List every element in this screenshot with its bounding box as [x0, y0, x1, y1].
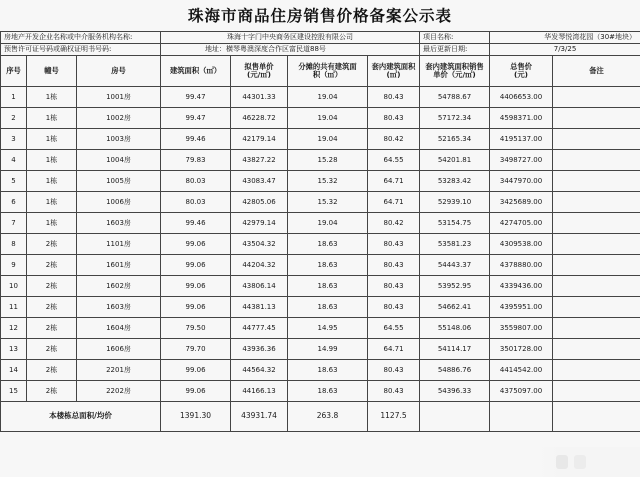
row-area: 79.83	[161, 150, 231, 171]
row-room: 1602房	[77, 276, 161, 297]
header-inner	[368, 56, 420, 87]
developer-value: 珠海十字门中央商务区建设控股有限公司	[161, 32, 420, 44]
header-unit-price	[231, 56, 288, 87]
row-seq: 3	[1, 129, 27, 150]
header-inner-line2: (㎡)	[386, 70, 401, 79]
row-unit-price: 44564.32	[231, 360, 288, 381]
row-unit-price: 44204.32	[231, 255, 288, 276]
row-inner-price: 53952.95	[420, 276, 490, 297]
row-remark	[553, 381, 640, 402]
table-row	[1, 360, 640, 381]
row-unit-price: 44777.45	[231, 318, 288, 339]
row-room: 1603房	[77, 213, 161, 234]
table-header	[1, 56, 640, 87]
table-row	[1, 255, 640, 276]
header-unit-price-line2: (元/㎡)	[247, 70, 271, 79]
row-seq: 7	[1, 213, 27, 234]
row-area: 99.46	[161, 129, 231, 150]
row-seq: 6	[1, 192, 27, 213]
header-unit-price-line1: 拟售单价	[244, 61, 274, 71]
row-room: 2202房	[77, 381, 161, 402]
row-building: 2栋	[27, 318, 77, 339]
row-building: 2栋	[27, 339, 77, 360]
row-seq: 8	[1, 234, 27, 255]
totals-shared: 263.8	[288, 402, 368, 432]
info-row-developer	[1, 32, 640, 44]
row-inner: 80.43	[368, 297, 420, 318]
row-inner-price: 54662.41	[420, 297, 490, 318]
row-shared: 19.04	[288, 129, 368, 150]
row-seq: 5	[1, 171, 27, 192]
table-row	[1, 318, 640, 339]
row-building: 2栋	[27, 360, 77, 381]
row-inner: 80.43	[368, 108, 420, 129]
row-unit-price: 43806.14	[231, 276, 288, 297]
row-remark	[553, 360, 640, 381]
row-unit-price: 43504.32	[231, 234, 288, 255]
row-unit-price: 46228.72	[231, 108, 288, 129]
row-room: 1601房	[77, 255, 161, 276]
row-building: 2栋	[27, 297, 77, 318]
header-shared	[288, 56, 368, 87]
row-seq: 2	[1, 108, 27, 129]
row-shared: 18.63	[288, 381, 368, 402]
header-total-line2: (元)	[514, 70, 528, 79]
header-shared-line2: 积（㎡）	[312, 70, 343, 79]
row-room: 2201房	[77, 360, 161, 381]
row-area: 99.06	[161, 255, 231, 276]
row-inner: 64.55	[368, 150, 420, 171]
header-area: 建筑面积（㎡）	[161, 56, 231, 87]
row-inner: 80.43	[368, 87, 420, 108]
row-inner-price: 53581.23	[420, 234, 490, 255]
row-inner-price: 54886.76	[420, 360, 490, 381]
row-area: 99.47	[161, 108, 231, 129]
row-total: 4195137.00	[490, 129, 553, 150]
header-seq: 序号	[1, 56, 27, 87]
row-shared: 18.63	[288, 360, 368, 381]
table-row	[1, 192, 640, 213]
row-seq: 14	[1, 360, 27, 381]
row-shared: 14.99	[288, 339, 368, 360]
row-inner: 64.71	[368, 192, 420, 213]
updated-value: 7/3/25	[490, 44, 640, 56]
row-inner: 64.71	[368, 339, 420, 360]
page-title: 珠海市商品住房销售价格备案公示表	[187, 7, 452, 25]
table-row	[1, 213, 640, 234]
row-shared: 18.63	[288, 297, 368, 318]
project-label: 项目名称:	[420, 32, 490, 44]
row-remark	[553, 318, 640, 339]
row-room: 1603房	[77, 297, 161, 318]
row-area: 99.06	[161, 276, 231, 297]
row-unit-price: 43083.47	[231, 171, 288, 192]
row-building: 2栋	[27, 234, 77, 255]
row-seq: 13	[1, 339, 27, 360]
row-remark	[553, 87, 640, 108]
updated-label: 最后更新日期:	[420, 44, 490, 56]
row-shared: 15.32	[288, 171, 368, 192]
row-remark	[553, 150, 640, 171]
row-room: 1001房	[77, 87, 161, 108]
totals-unit-price: 43931.74	[231, 402, 288, 432]
row-shared: 18.63	[288, 276, 368, 297]
row-seq: 15	[1, 381, 27, 402]
permit-label: 预售许可证号码或确权证明书号码:	[1, 44, 161, 56]
row-building: 1栋	[27, 150, 77, 171]
header-shared-line1: 分摊的共有建筑面	[298, 61, 357, 71]
row-inner: 64.71	[368, 171, 420, 192]
row-building: 1栋	[27, 87, 77, 108]
row-total: 4395951.00	[490, 297, 553, 318]
row-shared: 15.28	[288, 150, 368, 171]
row-remark	[553, 108, 640, 129]
row-seq: 9	[1, 255, 27, 276]
row-inner-price: 54201.81	[420, 150, 490, 171]
totals-label: 本楼栋总面积/均价	[1, 402, 161, 432]
row-shared: 15.32	[288, 192, 368, 213]
row-inner: 64.55	[368, 318, 420, 339]
row-inner-price: 54443.37	[420, 255, 490, 276]
row-room: 1005房	[77, 171, 161, 192]
row-inner: 80.43	[368, 255, 420, 276]
row-remark	[553, 255, 640, 276]
header-total	[490, 56, 553, 87]
row-unit-price: 43827.22	[231, 150, 288, 171]
header-building: 幢号	[27, 56, 77, 87]
row-remark	[553, 129, 640, 150]
row-unit-price: 44301.33	[231, 87, 288, 108]
row-building: 1栋	[27, 129, 77, 150]
row-inner-price: 52165.34	[420, 129, 490, 150]
row-total: 4274705.00	[490, 213, 553, 234]
row-building: 1栋	[27, 171, 77, 192]
row-unit-price: 42805.06	[231, 192, 288, 213]
row-remark	[553, 171, 640, 192]
row-remark	[553, 192, 640, 213]
table-row	[1, 171, 640, 192]
header-inner-price-line2: 单价（元/㎡)	[433, 70, 476, 79]
row-area: 79.70	[161, 339, 231, 360]
row-room: 1606房	[77, 339, 161, 360]
price-table	[0, 31, 640, 432]
row-seq: 4	[1, 150, 27, 171]
row-remark	[553, 276, 640, 297]
row-room: 1004房	[77, 150, 161, 171]
row-shared: 19.04	[288, 108, 368, 129]
row-building: 2栋	[27, 255, 77, 276]
row-shared: 14.95	[288, 318, 368, 339]
table-row	[1, 150, 640, 171]
address-cell	[161, 44, 420, 56]
row-room: 1604房	[77, 318, 161, 339]
row-total: 3498727.00	[490, 150, 553, 171]
row-total: 3425689.00	[490, 192, 553, 213]
row-total: 4375097.00	[490, 381, 553, 402]
row-building: 2栋	[27, 276, 77, 297]
row-shared: 18.63	[288, 234, 368, 255]
totals-row	[1, 402, 640, 432]
table-row	[1, 87, 640, 108]
row-area: 99.06	[161, 360, 231, 381]
row-room: 1006房	[77, 192, 161, 213]
row-inner-price: 52939.10	[420, 192, 490, 213]
totals-inner: 1127.5	[368, 402, 420, 432]
table-row	[1, 276, 640, 297]
row-shared: 19.04	[288, 87, 368, 108]
table-row	[1, 297, 640, 318]
table-row	[1, 381, 640, 402]
row-inner: 80.43	[368, 234, 420, 255]
row-total: 4406653.00	[490, 87, 553, 108]
row-shared: 19.04	[288, 213, 368, 234]
row-building: 1栋	[27, 213, 77, 234]
row-unit-price: 44166.13	[231, 381, 288, 402]
row-area: 99.06	[161, 234, 231, 255]
row-unit-price: 44381.13	[231, 297, 288, 318]
header-inner-price-line1: 套内建筑面积销售	[425, 61, 484, 71]
header-inner-price	[420, 56, 490, 87]
totals-total	[490, 402, 553, 432]
table-row	[1, 234, 640, 255]
row-total: 4378880.00	[490, 255, 553, 276]
totals-remark	[553, 402, 640, 432]
table-row	[1, 129, 640, 150]
project-value: 华发琴悦湾花园（30#地块）	[490, 32, 640, 44]
row-building: 1栋	[27, 192, 77, 213]
row-unit-price: 43936.36	[231, 339, 288, 360]
row-area: 99.47	[161, 87, 231, 108]
row-room: 1003房	[77, 129, 161, 150]
row-unit-price: 42979.14	[231, 213, 288, 234]
row-inner-price: 54788.67	[420, 87, 490, 108]
row-area: 79.50	[161, 318, 231, 339]
row-remark	[553, 234, 640, 255]
row-inner: 80.42	[368, 129, 420, 150]
row-total: 4598371.00	[490, 108, 553, 129]
row-total: 3501728.00	[490, 339, 553, 360]
row-total: 4339436.00	[490, 276, 553, 297]
developer-label: 房地产开发企业名称或中介服务机构名称:	[1, 32, 161, 44]
header-remark: 备注	[553, 56, 640, 87]
row-total: 3559807.00	[490, 318, 553, 339]
row-total: 4414542.00	[490, 360, 553, 381]
header-total-line1: 总售价	[510, 61, 532, 71]
row-total: 3447970.00	[490, 171, 553, 192]
watermark-mark	[574, 455, 586, 469]
row-area: 99.06	[161, 297, 231, 318]
row-inner-price: 54396.33	[420, 381, 490, 402]
row-inner: 80.43	[368, 381, 420, 402]
address-label: 地址：	[205, 45, 227, 54]
row-remark	[553, 213, 640, 234]
row-area: 80.03	[161, 192, 231, 213]
row-inner-price: 57172.34	[420, 108, 490, 129]
header-room: 房号	[77, 56, 161, 87]
row-inner-price: 54114.17	[420, 339, 490, 360]
address-value: 横琴粤澳深度合作区富民道88号	[226, 45, 326, 54]
row-room: 1002房	[77, 108, 161, 129]
row-shared: 18.63	[288, 255, 368, 276]
watermark-mark	[556, 455, 568, 469]
row-inner: 80.42	[368, 213, 420, 234]
row-inner-price: 55148.06	[420, 318, 490, 339]
row-room: 1101房	[77, 234, 161, 255]
info-row-permit	[1, 44, 640, 56]
row-area: 99.06	[161, 381, 231, 402]
table-row	[1, 108, 640, 129]
row-unit-price: 42179.14	[231, 129, 288, 150]
row-inner: 80.43	[368, 276, 420, 297]
table-row	[1, 339, 640, 360]
header-inner-line1: 套内建筑面积	[371, 61, 416, 71]
row-inner: 80.43	[368, 360, 420, 381]
row-seq: 11	[1, 297, 27, 318]
totals-inner-price	[420, 402, 490, 432]
totals-area: 1391.30	[161, 402, 231, 432]
row-seq: 10	[1, 276, 27, 297]
row-seq: 12	[1, 318, 27, 339]
row-inner-price: 53154.75	[420, 213, 490, 234]
row-area: 80.03	[161, 171, 231, 192]
row-total: 4309538.00	[490, 234, 553, 255]
row-remark	[553, 339, 640, 360]
row-remark	[553, 297, 640, 318]
row-area: 99.46	[161, 213, 231, 234]
row-building: 1栋	[27, 108, 77, 129]
row-building: 2栋	[27, 381, 77, 402]
watermark-overlay	[540, 447, 640, 477]
row-seq: 1	[1, 87, 27, 108]
row-inner-price: 53283.42	[420, 171, 490, 192]
